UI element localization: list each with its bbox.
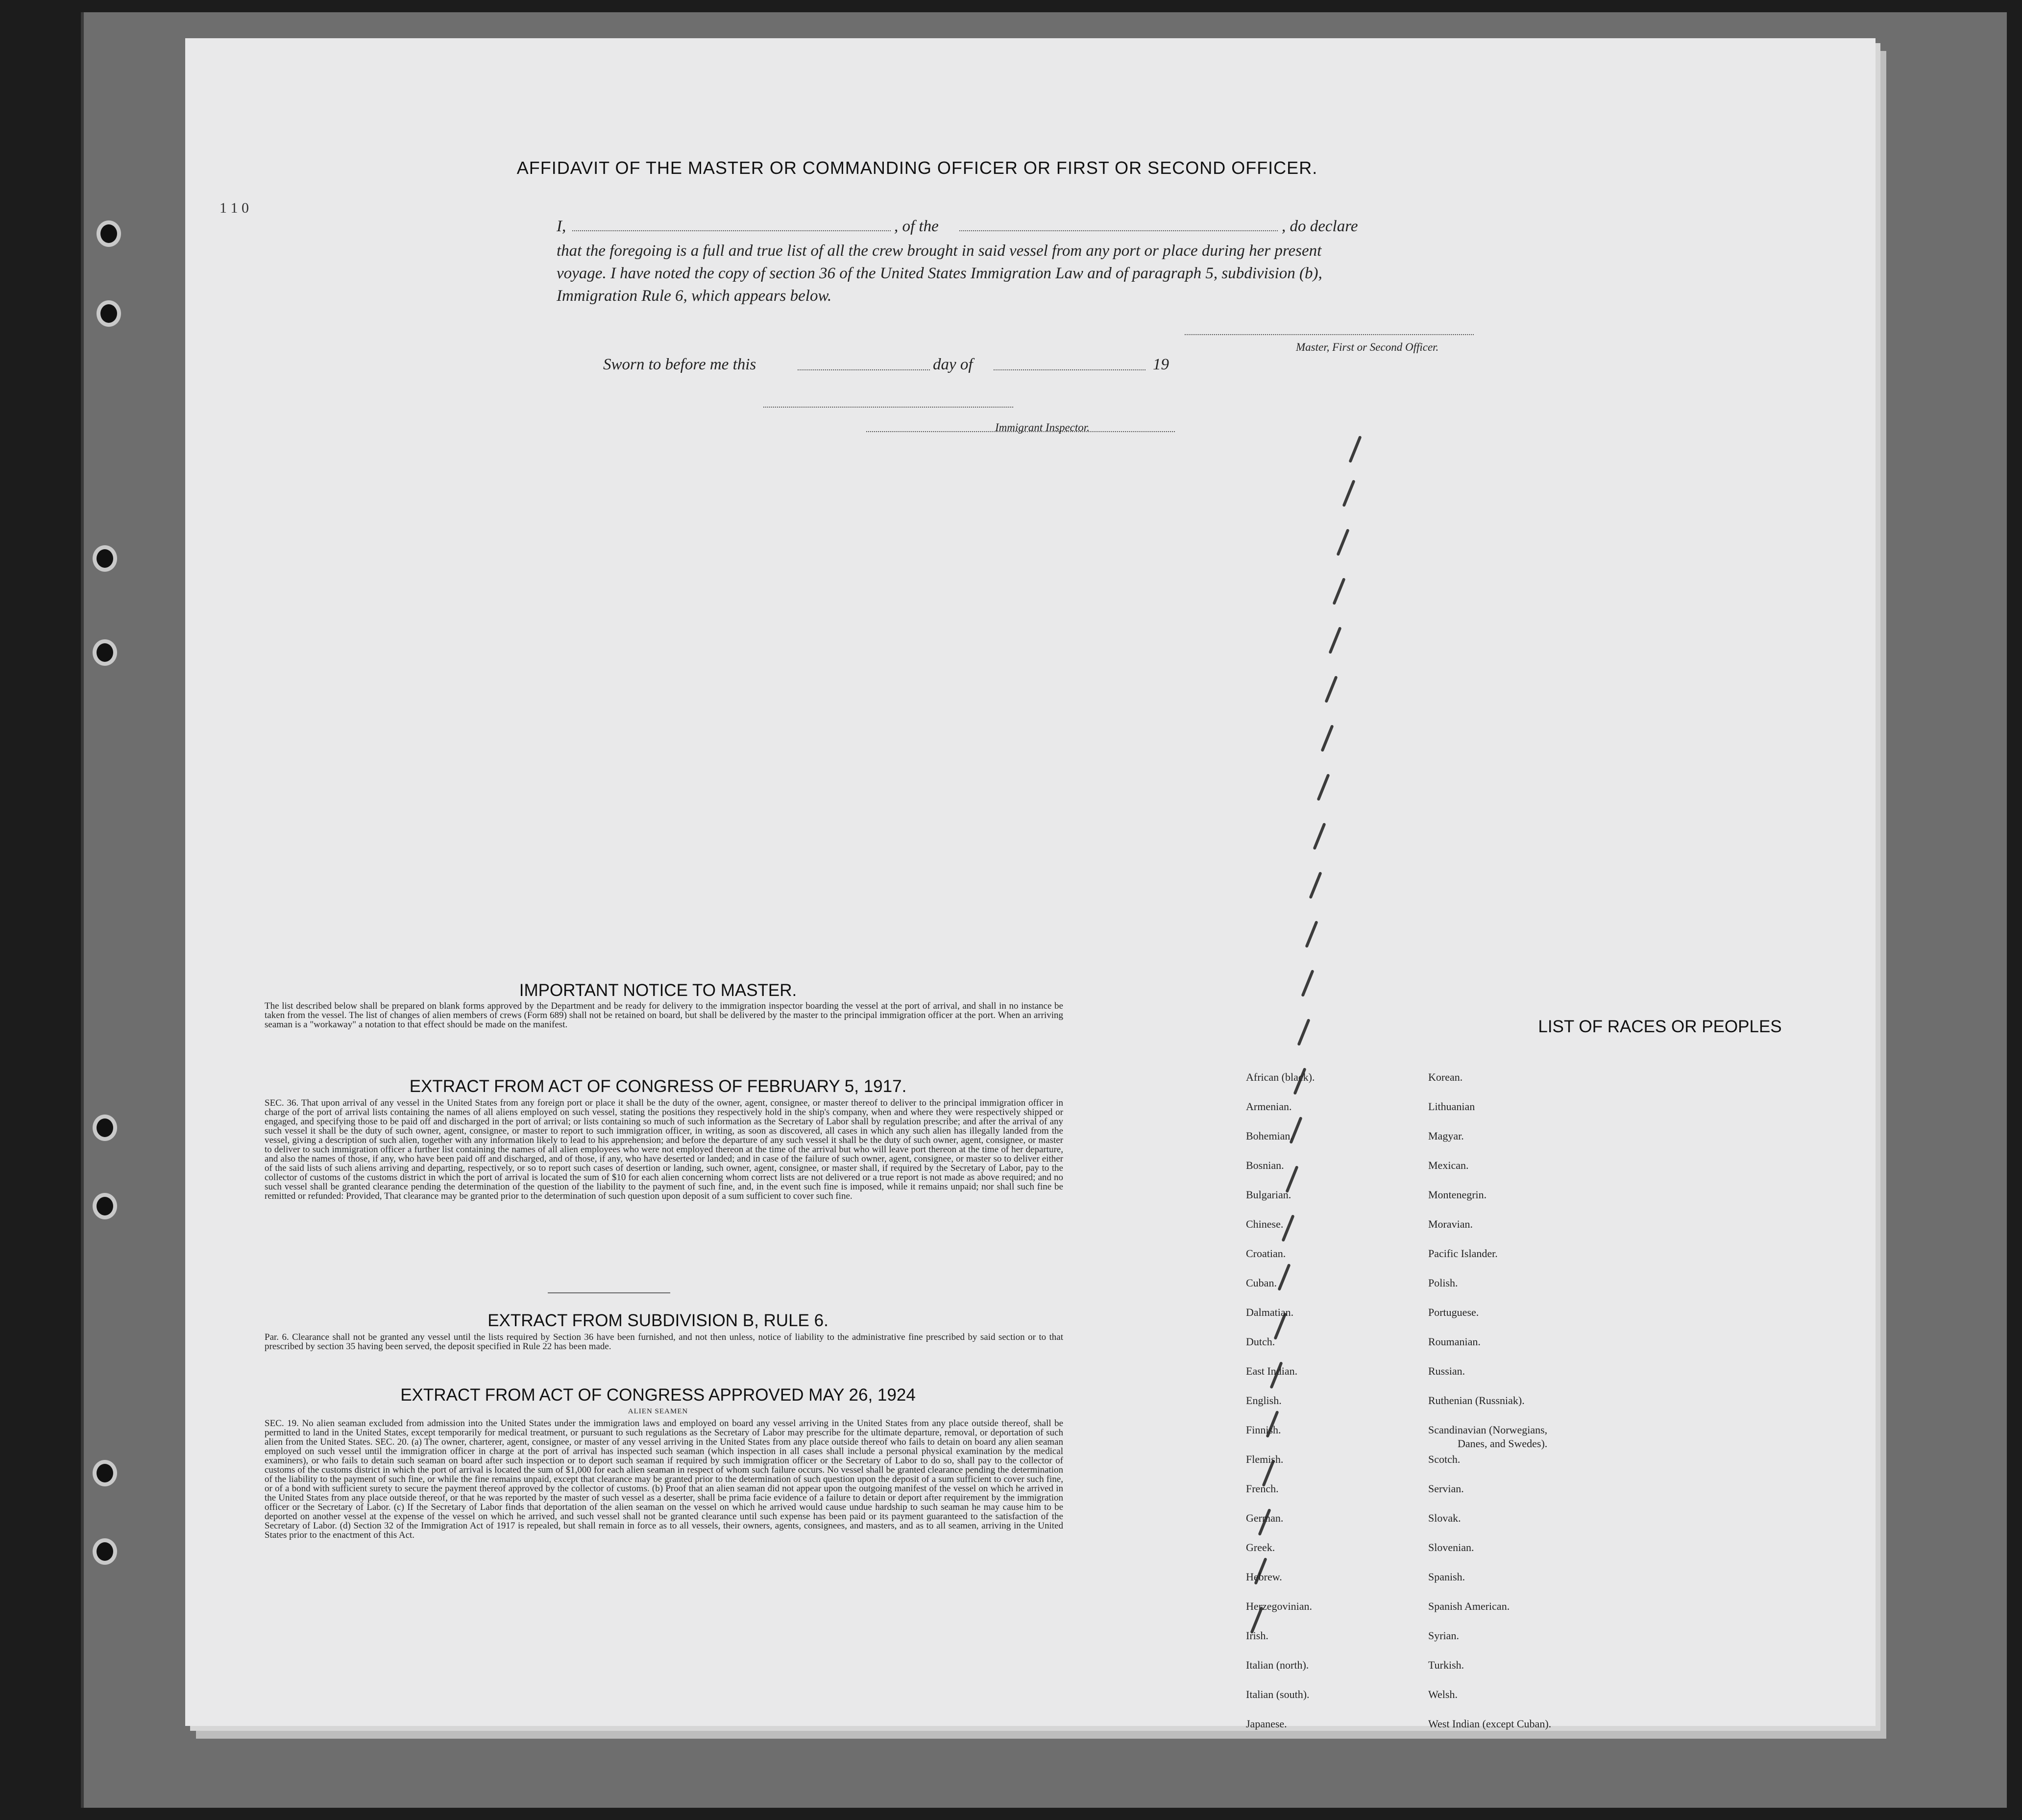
section-divider (548, 1292, 670, 1293)
binder-hole-icon (97, 220, 121, 247)
affidavit-line-2: that the foregoing is a full and true list of all the crew brought in said vessel from any port or place during her present (557, 242, 1322, 260)
race-item: Flemish. (1246, 1453, 1284, 1465)
master-signature-line (1185, 334, 1474, 335)
race-item: Bulgarian. (1246, 1189, 1291, 1201)
sworn-month-blank (994, 369, 1145, 370)
race-item: Italian (north). (1246, 1659, 1309, 1671)
manifest-page (185, 38, 1876, 1730)
race-item: Roumanian. (1428, 1335, 1481, 1348)
race-item: Croatian. (1246, 1247, 1286, 1260)
race-item: Hebrew. (1246, 1571, 1282, 1583)
race-item: German. (1246, 1512, 1284, 1524)
extract-rule6-title: EXTRACT FROM SUBDIVISION B, RULE 6. (487, 1311, 828, 1330)
race-item: Finnish. (1246, 1424, 1281, 1436)
race-item: Italian (south). (1246, 1688, 1310, 1700)
binder-hole-icon (93, 1538, 117, 1565)
race-item: Chinese. (1246, 1218, 1284, 1230)
race-item: Russian. (1428, 1365, 1465, 1377)
extract-1924-subtitle: ALIEN SEAMEN (628, 1407, 688, 1415)
affidavit-title: AFFIDAVIT OF THE MASTER OR COMMANDING OFFICER OR FIRST OR SECOND OFFICER. (516, 158, 1318, 178)
race-item: Cuban. (1246, 1277, 1277, 1289)
races-title: LIST OF RACES OR PEOPLES (1538, 1017, 1782, 1036)
binder-hole-icon (93, 545, 117, 572)
race-item: Scotch. (1428, 1453, 1461, 1465)
vessel-blank (959, 230, 1278, 231)
race-item: Scandinavian (Norwegians, (1428, 1424, 1548, 1436)
race-item: Moravian. (1428, 1218, 1473, 1230)
race-item: Montenegrin. (1428, 1189, 1487, 1201)
sworn-text: Sworn to before me this (603, 356, 756, 373)
race-item: Lithuanian (1428, 1100, 1475, 1113)
race-item: Irish. (1246, 1629, 1268, 1642)
race-item: Herzegovinian. (1246, 1600, 1312, 1612)
extract-rule6-text: Par. 6. Clearance shall not be granted any vessel until the lists required by Section 36 have been furnished, and not then unless, notice of liability to the administrative fine prescribed by said section or to that prescribed by section 35 having been served, the deposit specified in Rule 22 has been made. (265, 1332, 1063, 1352)
name-blank (572, 230, 891, 231)
margin-mark: 1 1 0 (219, 200, 249, 216)
race-item: Bohemian. (1246, 1130, 1293, 1142)
race-item: Dutch. (1246, 1335, 1275, 1348)
inspector-blank-1 (763, 407, 1013, 408)
affidavit-of-the: , of the (894, 218, 939, 235)
race-item: Slovenian. (1428, 1541, 1474, 1553)
binder-hole-icon (93, 1115, 117, 1141)
race-item: Mexican. (1428, 1159, 1469, 1171)
binder-hole-icon (97, 300, 121, 327)
race-item: Welsh. (1428, 1688, 1458, 1700)
extract-1924-title: EXTRACT FROM ACT OF CONGRESS APPROVED MAY 26, 1924 (400, 1385, 916, 1405)
race-item: East Indian. (1246, 1365, 1298, 1377)
race-item: Japanese. (1246, 1718, 1287, 1730)
day-of-text: day of (933, 356, 973, 373)
notice-title: IMPORTANT NOTICE TO MASTER. (519, 981, 797, 1000)
race-item: West Indian (except Cuban). (1428, 1718, 1552, 1730)
binder-hole-icon (93, 639, 117, 666)
race-item: Korean. (1428, 1071, 1463, 1083)
race-item: Syrian. (1428, 1629, 1459, 1642)
race-item: Spanish. (1428, 1571, 1465, 1583)
race-item: Portuguese. (1428, 1306, 1479, 1318)
affidavit-do-declare: , do declare (1282, 218, 1358, 235)
sworn-day-blank (798, 369, 930, 370)
year-prefix: 19 (1153, 356, 1169, 373)
extract-1924-text: SEC. 19. No alien seaman excluded from admission into the United States under the immigration laws and employed on board any vessel arriving in the United States from any place outside thereof, shall be permitted to land in the United States, except temporarily for medical treatment, or pursuant to such regulations as the Secretary of Labor may prescribe for the ultimate departure, removal, or deportation of such alien from the United States. SEC. 20. (a) The owner, charterer, agent, consignee, or master of any vessel arriving in the United States from any place outside thereof who fails to detain on board any alien seaman employed on such vessel until the immigration officer in charge at the port of arrival has inspected such seaman (which inspection in all cases shall include a personal physical examination by the medical examiners), or who fails to detain such seaman on board after such inspection or to deport such seaman if required by such immigration officer or the Secretary of Labor to do so, shall pay to the collector of customs of the customs district in which the port of arrival is located the sum of $1,000 for each alien seaman in respect of whom such failure occurs. No vessel shall be granted clearance pending the determination of the liability to the payment of such fine, or while the fine remains unpaid, except that clearance may be granted prior to the determination of such question upon the deposit of a sum sufficient to cover such fine, or of a bond with sufficient surety to secure the payment thereof approved by the collector of customs. (b) Proof that an alien seaman did not appear upon the outgoing manifest of the vessel on which he arrived in the United States from any place outside thereof, or that he was reported by the master of such vessel as a deserter, shall be prima facie evidence of a failure to detain or deport after requirement by the immigration officer or the Secretary of Labor. (c) If the Secretary of Labor finds that deportation of the alien seaman on the vessel on which he arrived would cause undue hardship to such seaman he may cause him to be deported on another vessel at the expense of the vessel on which he arrived, and such vessel shall not be granted clearance until such expense has been paid or its payment guaranteed to the satisfaction of the Secretary of Labor. (d) Section 32 of the Immigration Act of 1917 is repealed, but shall remain in force as to all vessels, their owners, agents, consignees, and masters, and as to all seamen, arriving in the United States prior to the enactment of this Act. (265, 1418, 1063, 1540)
race-item: Polish. (1428, 1277, 1458, 1289)
race-item: Greek. (1246, 1541, 1275, 1553)
extract-1917-title: EXTRACT FROM ACT OF CONGRESS OF FEBRUARY 5, 1917. (409, 1077, 907, 1096)
race-item: Pacific Islander. (1428, 1247, 1498, 1260)
race-item: Bosnian. (1246, 1159, 1284, 1171)
extract-1917-text: SEC. 36. That upon arrival of any vessel in the United States from any foreign port or place it shall be the duty of the owner, agent, consignee, or master thereof to deliver to the principal immigration officer in charge of the port of arrival lists containing the names of all aliens employed on such vessel, stating the positions they respectively hold in the ship's company, when and where they were respectively shipped or engaged, and specifying those to be paid off and discharged in the port of arrival; or lists containing so much of such information as the Secretary of Labor shall by regulation prescribe; and after the arrival of any such vessel it shall be the duty of such owner, agent, consignee, or master to report to such immigration officer, in writing, as soon as discovered, all cases in which any such alien has illegally landed from the vessel, giving a description of such alien, together with any information likely to lead to his apprehension; and before the departure of any such vessel it shall be the duty of such owner, agent, consignee, or master to deliver to such immigration officer a further list containing the names of all alien employees who were not employed thereon at the time of the arrival but who will leave port thereon at the time of her departure, and also the names of those, if any, who have been paid off and discharged, and of those, if any, who have deserted or landed; and in case of the failure of such owner, agent, consignee, or master so to deliver either of the said lists of such aliens arriving and departing, respectively, or so to report such cases of desertion or landing, such owner, agent, consignee, or master shall, if required by the Secretary of Labor, pay to the collector of customs of the customs district in which the port of arrival is located the sum of $10 for each alien concerning whom correct lists are not delivered or a true report is not made as above required; and no such vessel shall be granted clearance pending the determination of the question of the liability to the payment of such fine, and, in the event such fine is imposed, while it remains unpaid; nor shall such fine be remitted or refunded: Provided, That clearance may be granted prior to the determination of such question upon deposit of a sum sufficient to cover such fine. (265, 1098, 1063, 1201)
race-item: Ruthenian (Russniak). (1428, 1394, 1525, 1407)
race-item: English. (1246, 1394, 1282, 1407)
race-item: Armenian. (1246, 1100, 1292, 1113)
race-item: Slovak. (1428, 1512, 1461, 1524)
inspector-caption: Immigrant Inspector. (995, 421, 1090, 434)
race-item: Magyar. (1428, 1130, 1464, 1142)
race-item: Danes, and Swedes). (1458, 1437, 1548, 1450)
race-item: Turkish. (1428, 1659, 1464, 1671)
notice-text: The list described below shall be prepared on blank forms approved by the Department and be ready for delivery to the immigration inspector boarding the vessel at the port of arrival, and shall in no instance be taken from the vessel. The list of changes of alien members of crews (Form 689) shall not be retained on board, but shall be delivered by the master to the principal immigration officer at the port. When an arriving seaman is a "workaway" a notation to that effect should be made on the manifest. (265, 1001, 1063, 1030)
race-item: Servian. (1428, 1482, 1464, 1495)
affidavit-line-4: Immigration Rule 6, which appears below. (557, 287, 832, 305)
race-item: African (black). (1246, 1071, 1315, 1083)
binder-hole-icon (93, 1460, 117, 1486)
race-item: French. (1246, 1482, 1279, 1495)
binder-hole-icon (93, 1193, 117, 1219)
master-signature-caption: Master, First or Second Officer. (1296, 341, 1439, 353)
race-item: Dalmatian. (1246, 1306, 1294, 1318)
affidavit-i: I, (557, 218, 566, 235)
race-item: Spanish American. (1428, 1600, 1510, 1612)
affidavit-line-3: voyage. I have noted the copy of section 36 of the United States Immigration Law and of paragraph 5, subdivision (b), (557, 265, 1322, 282)
